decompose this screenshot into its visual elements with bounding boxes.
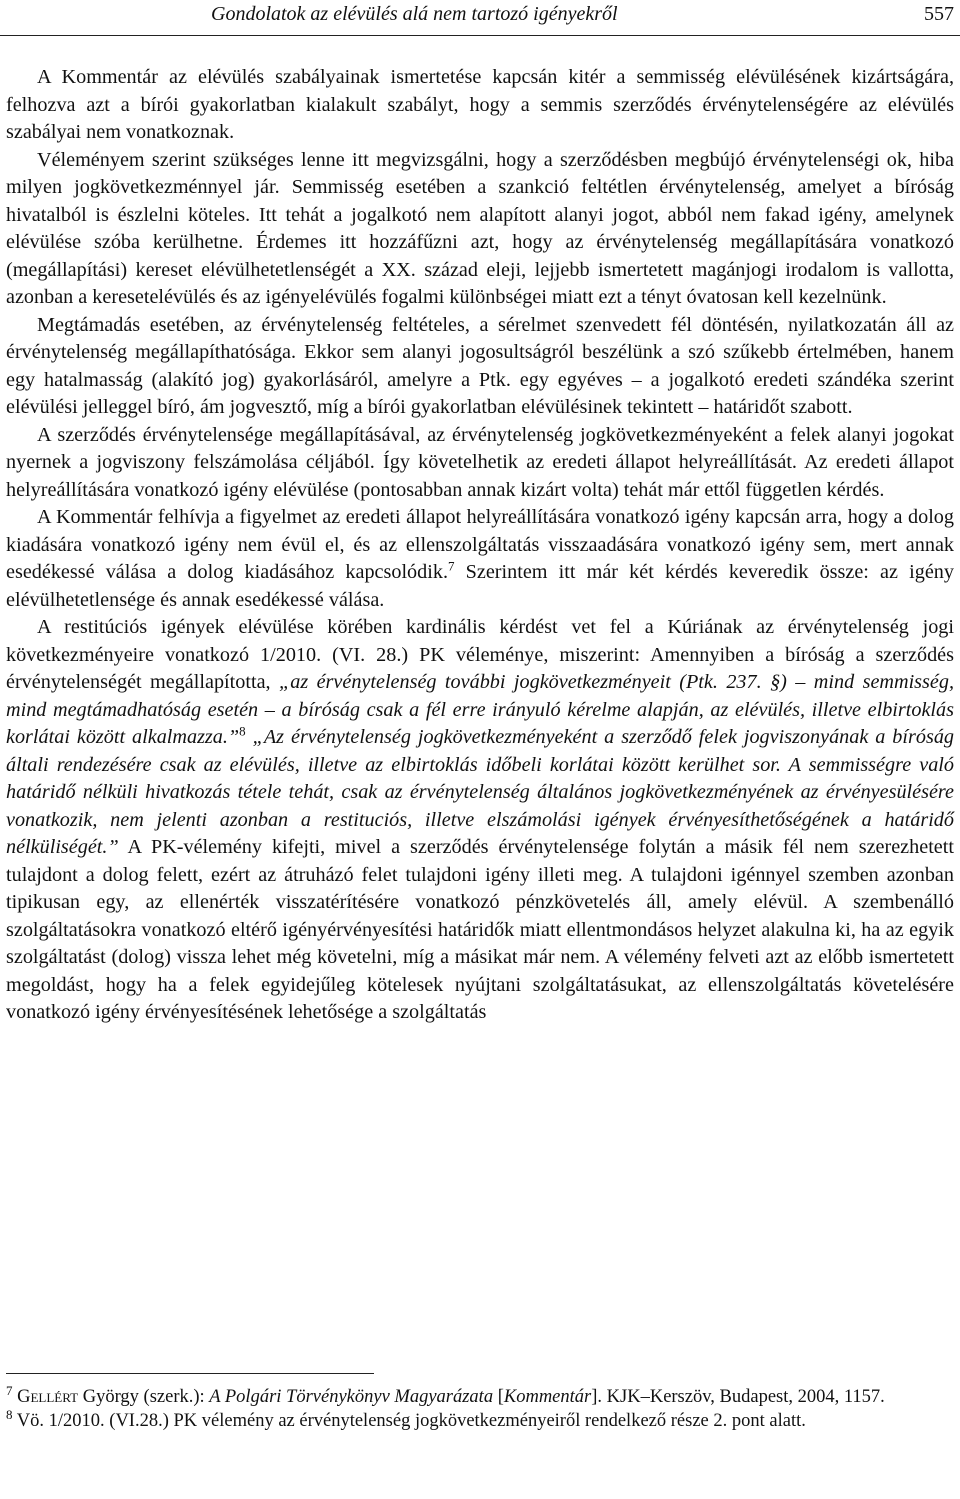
running-header — [0, 0, 960, 36]
footnote-8-number: 8 — [6, 1406, 13, 1422]
paragraph-5-text-b: Szerintem itt már két kérdés keveredik össze: az igény elévülhetetlensége és annak esedékessé válása. — [6, 561, 954, 611]
paragraph-1: A Kommentár az elévülés szabályainak ismertetése kapcsán kitér a semmisség elévülésének kizártságára, felhozva azt a bírói gyakorlatban kialakult szabályt, hogy a semmis szerződés érvénytelenségére az elévülés szabályai nem vonatkoznak. — [6, 66, 954, 143]
footnote-8-text: Vö. 1/2010. (VI.28.) PK vélemény az érvénytelenség jogkövetkezményeiről rendelkező része 2. pont alatt. — [12, 1410, 806, 1431]
footnote-7-kommentar: Kommentár — [503, 1387, 592, 1407]
main-text — [6, 64, 954, 1027]
footnote-separator — [6, 1373, 374, 1374]
footnote-ref-7[interactable]: 7 — [448, 558, 455, 574]
paragraph-4: A szerződés érvénytelensége megállapításával, az érvénytelenség jogkövetkezményeként a felek alanyi jogokat nyernek a jogviszony felszámolása céljából. Így követelhetik az eredeti állapot helyreállítását. Az eredeti állapot helyreállítására vonatkozó igény elévülése (pontosabban annak kizárt volta) tehát már ettől független kérdés. — [6, 423, 954, 501]
paragraph-6-text-b: A PK-vélemény kifejti, mivel a szerződés érvénytelensége folytán a másik fél nem szerezhetett tulajdont a dolog felett, ezért az átruházó felet tulajdoni igény illeti meg. A tulajdoni igénnyel szemben azonban tipikusan egy, az ellenérték visszatérítésére vonatkozó pénzkövetelés áll, amely elévül. A szembenálló szolgáltatásokra vonatkozó eltérő igényérvényesítési határidők miatt ellentmondásos helyzet alakulna ki, ha az egyik szolgáltatást (dolog) vissza lehet még követelni, míg a másikat már nem. A vélemény felveti azt az előbb ismertetett megoldást, hogy ha a felek egyidejűleg kötelesek nyújtani szolgáltatásukat, az ellenszolgáltatás követelésére vonatkozó igény érvényesítésének lehetősége a szolgáltatás — [6, 836, 954, 1023]
quote-2: „Az érvénytelenség jogkövetkezményeként a szerződő felek jogviszonyának a bíróság általi rendezésére csak az elévülés, illetve az elbirtoklás időbeli korlátai között kerülhet sor. A semmisségre való határidő nélküli hivatkozás tétele tehát, csak az érvénytelenség általános jogkövetkezményének az érvényesülésére vonatkozik, nem jelenti azonban a restituciós, illetve elszámolási igények érvényesíthetőségének a határidő nélküliségét.” — [6, 726, 955, 858]
paragraph-5-text-a: A Kommentár felhívja a figyelmet az eredeti állapot helyreállítására vonatkozó igény kapcsán arra, hogy a dolog kiadására vonatkozó igény nem évül el, és az ellenszolgáltatás visszaadására vonatkozó igény sem, mert annak esedékessé válása a dolog kiadásához kapcsolódik. — [6, 506, 954, 583]
footnote-7-author: Gellért — [17, 1387, 79, 1407]
quote-1: „az érvénytelenség további jogkövetkezményeit (Ptk. 237. §) – mind semmisség, mind megtámadhatóság esetén – a bíróság csak a fél erre irányuló kérelme alapján, az elévülés, illetve elbirtoklás korlátai között alkalmazza.” — [6, 671, 954, 748]
footnote-7-text-c: ]. KJK–Kerszöv, Budapest, 2004, 1157. — [591, 1387, 885, 1407]
footnote-7-text-a: György (szerk.): — [78, 1387, 210, 1407]
paragraph-5 — [6, 504, 954, 614]
footnote-7-text-b: [ — [493, 1387, 504, 1407]
footnote-8 — [6, 1406, 954, 1434]
footnote-7 — [6, 1382, 954, 1410]
paragraph-6 — [6, 614, 954, 1027]
footnotes — [6, 1382, 954, 1433]
footnote-ref-8[interactable]: 8 — [239, 723, 246, 739]
paragraph-3: Megtámadás esetében, az érvénytelenség feltételes, a sérelmet szenvedett fél döntésén, nyilatkozatán áll az érvénytelenség megállapíthatósága. Ekkor sem alanyi jogosultságról beszélünk a szó szűkebb értelmében, hanem egy hatalmasság (alakító jog) gyakorlásáról, amelyre a Ptk. egy egyéves – a jogalkotó eredeti szándéka szerint elévülési jelleggel bíró, ám jogvesztő, míg a bírói gyakorlatban elévülésinek tekintett – határidőt szabott. — [6, 313, 954, 418]
footnote-7-number: 7 — [6, 1382, 13, 1398]
page-number: 557 — [924, 3, 954, 25]
running-title: Gondolatok az elévülés alá nem tartozó igényekről — [211, 3, 618, 25]
paragraph-2: Véleményem szerint szükséges lenne itt megvizsgálni, hogy a szerződésben megbújó érvénytelenségi ok, hiba milyen jogkövetkezménnyel jár. Semmisség esetében a szankció feltétlen érvénytelenség, amelyet a bíróság hivatalból is észlelni köteles. Itt tehát a jogalkotó nem alapított alanyi jogot, abból nem fakad igény, amelynek elévülése szóba kerülhetne. Érdemes itt hozzáfűzni azt, hogy az érvénytelenség megállapítására vonatkozó (megállapítási) kereset elévülhetetlenségét a XX. század eleji, lejjebb ismertetett magánjogi irodalom is vallotta, azonban a keresetelévülés és az igényelévülés fogalmi különbségei miatt ezt a tényt óvatosan kell kezelnünk. — [6, 148, 954, 308]
footnote-7-title: A Polgári Törvénykönyv Magyarázata — [209, 1387, 494, 1407]
paragraph-6-text-a: A restitúciós igények elévülése körében kardinális kérdést vet fel a Kúriának az érvénytelenség jogi következményeire vonatkozó 1/2010. (VI. 28.) PK véleménye, miszerint: Amennyiben a bíróság a szerződés érvénytelenségét megállapította, — [6, 616, 954, 693]
